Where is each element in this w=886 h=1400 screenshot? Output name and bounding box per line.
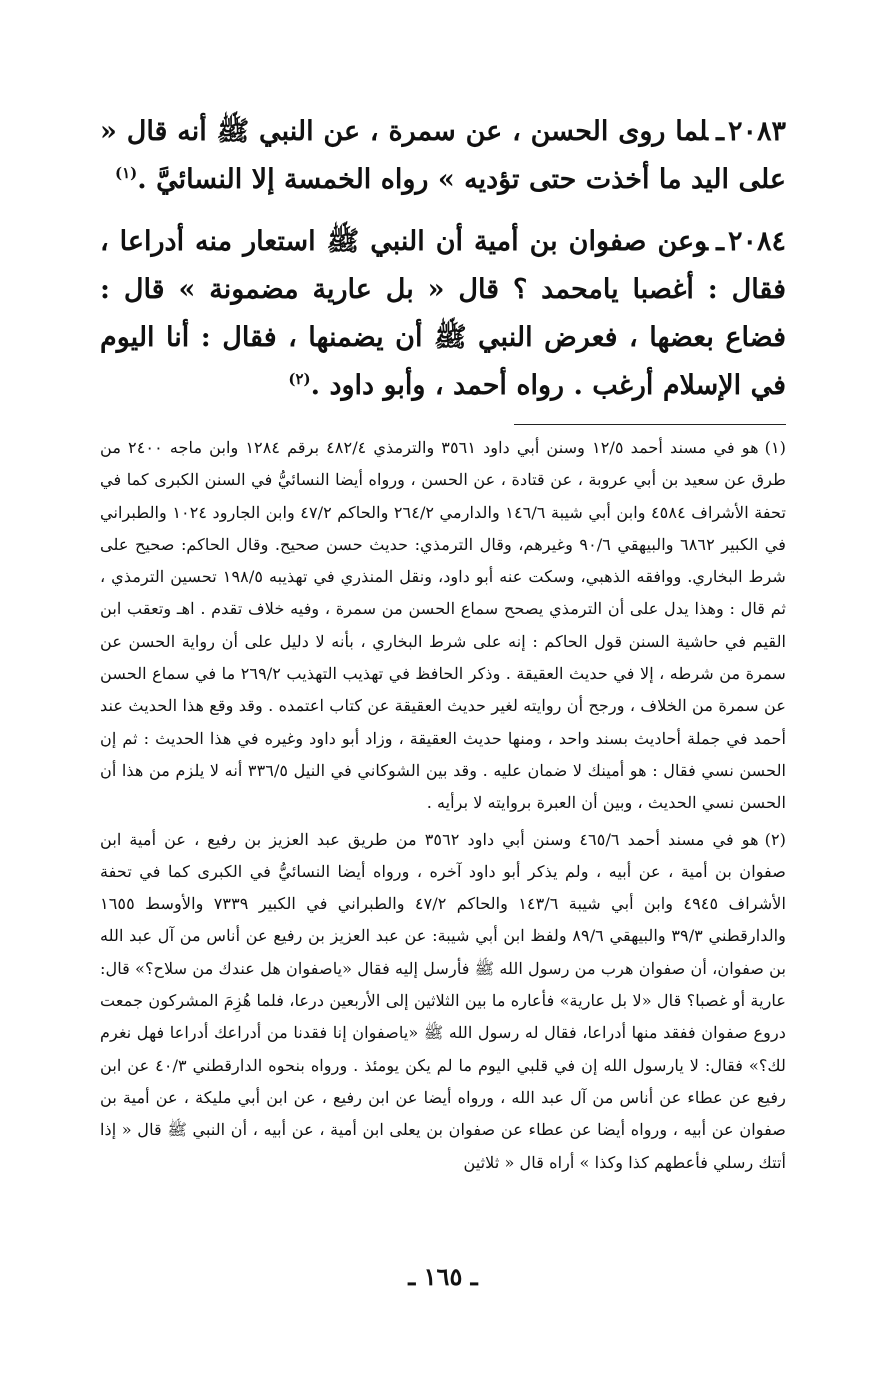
footnote-separator (514, 424, 786, 425)
hadith-dash: ـ (716, 116, 724, 147)
hadith-2083 (100, 108, 786, 204)
hadith-text: وعن صفوان بن أمية أن النبي ﷺ استعار منه أدراعا ، فقال : أغصبا يامحمد ؟ قال « بل عارية مضمونة » قال : فضاع بعضها ، فعرض النبي ﷺ أن يضمنها ، فقال : أنا اليوم في الإسلام أرغب . رواه أحمد ، وأبو داود . (100, 226, 786, 401)
footnote-reference: (٢) (288, 370, 311, 388)
footnote-1 (100, 432, 786, 820)
hadith-number: ٢٠٨٤ (727, 226, 786, 257)
main-text (100, 108, 786, 424)
hadith-dash: ـ (716, 226, 724, 257)
footnote-reference: (١) (114, 164, 138, 182)
footnote-text: هو في مسند أحمد ١٢/٥ وسنن أبي داود ٣٥٦١ والترمذي ٤٨٢/٤ برقم ١٢٨٤ وابن ماجه ٢٤٠٠ من طرق عن سعيد بن أبي عروبة ، عن قتادة ، عن الحسن ، ورواه أيضا النسائيُّ في السنن الكبرى كما في تحفة الأشراف ٤٥٨٤ وابن أبي شيبة ١٤٦/٦ والدارمي ٢٦٤/٢ والحاكم ٤٧/٢ وابن الجارود ١٠٢٤ والطبراني في الكبير ٦٨٦٢ والبيهقي ٩٠/٦ وغيرهم، وقال الترمذي: حديث حسن صحيح. وقال الحاكم: صحيح على شرط البخاري. ووافقه الذهبي، وسكت عنه أبو داود، ونقل المنذري في تهذيبه ١٩٨/٥ تحسين الترمذي ، ثم قال : وهذا يدل على أن الترمذي يصحح سماع الحسن من سمرة ، وفيه خلاف تقدم . اهـ وتعقب ابن القيم في حاشية السنن قول الحاكم : إنه على شرط البخاري ، بأنه لا دليل على أن رواية الحسن عن سمرة من شرطه ، إلا في حديث العقيقة . وذكر الحافظ في تهذيب التهذيب ٢٦٩/٢ ما في سماع الحسن عن سمرة من الخلاف ، ورجح أن روايته لغير حديث العقيقة عن كتاب اعتمده . وقد وقع هذا الحديث عند أحمد في جملة أحاديث بسند واحد ، ومنها حديث العقيقة ، وزاد أبو داود وغيره في هذا الحديث : ثم إن الحسن نسي فقال : هو أمينك لا ضمان عليه . وقد بين الشوكاني في النيل ٣٣٦/٥ أنه لا يلزم من هذا أن الحسن نسي الحديث ، وبين أن العبرة بروايته لا برأيه . (100, 438, 787, 813)
hadith-2084 (100, 218, 786, 410)
hadith-text: لما روى الحسن ، عن سمرة ، عن النبي ﷺ أنه قال « على اليد ما أخذت حتى تؤديه » رواه الخمسة إلا النسائيَّ . (100, 116, 786, 195)
footnote-marker: (١) (764, 438, 786, 457)
hadith-number: ٢٠٨٣ (727, 116, 786, 147)
footnotes (100, 432, 786, 1183)
footnote-2 (100, 824, 786, 1179)
footnote-marker: (٢) (764, 829, 786, 849)
footnote-text: هو في مسند أحمد ٤٦٥/٦ وسنن أبي داود ٣٥٦٢ من طريق عبد العزيز بن رفيع ، عن أمية ابن صفوان بن أمية ، عن أبيه ، ولم يذكر أبو داود آخره ، ورواه أيضا النسائيُّ في الكبرى كما في تحفة الأشراف ٤٩٤٥ وابن أبي شيبة ١٤٣/٦ والحاكم ٤٧/٢ والطبراني في الكبير ٧٣٣٩ والأوسط ١٦٥٥ والدارقطني ٣٩/٣ والبيهقي ٨٩/٦ ولفظ ابن أبي شيبة: عن عبد العزيز بن رفيع عن أناس من آل عبد الله بن صفوان، أن صفوان هرب من رسول الله ﷺ فأرسل إليه فقال «ياصفوان هل عندك من سلاح؟» قال: عارية أو غصبا؟ قال «لا بل عارية» فأعاره ما بين الثلاثين إلى الأربعين درعا، فلما هُزِمَ المشركون جمعت دروع صفوان ففقد منها أدراعا، فقال له رسول الله ﷺ «ياصفوان إنا فقدنا من أدراعك أدراعا فهل نغرم لك؟» فقال: لا يارسول الله إن في قلبي اليوم ما لم يكن يومئذ . ورواه بنحوه الدارقطني ٤٠/٣ عن ابن رفيع عن عطاء عن أناس من آل عبد الله ، ورواه أيضا عن ابن رفيع ، عن ابن أبي مليكة ، عن أمية بن صفوان عن أبيه ، ورواه أيضا عن عطاء عن صفوان بن يعلى ابن أمية ، عن أبيه ، أن النبي ﷺ قال « إذا أتتك رسلي فأعطهم كذا وكذا » أراه قال « ثلاثين (100, 829, 786, 1172)
page-number: ـ ١٦٥ ـ (408, 1262, 478, 1291)
